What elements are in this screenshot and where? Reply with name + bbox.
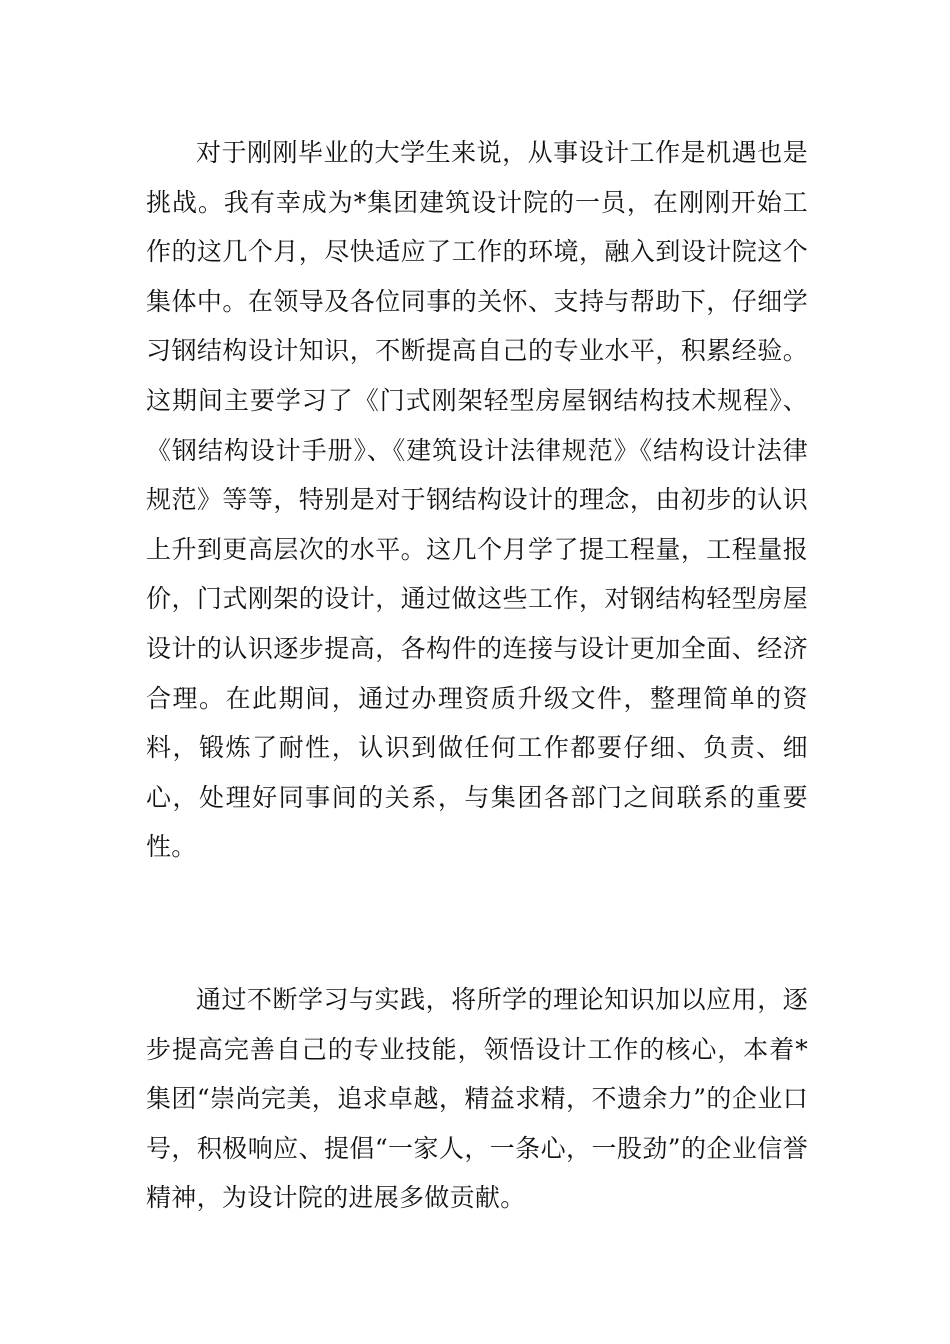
body-paragraph: 对于刚刚毕业的大学生来说，从事设计工作是机遇也是挑战。我有幸成为*集团建筑设计院的一员，在刚刚开始工作的这几个月，尽快适应了工作的环境，融入到设计院这个集体中。在领导及各位同事的关怀、支持与帮助下，仔细学习钢结构设计知识，不断提高自己的专业水平，积累经验。这期间主要学习了《门式刚架轻型房屋钢结构技术规程》、《钢结构设计手册》、《建筑设计法律规范》《结构设计法律规范》等等，特别是对于钢结构设计的理念，由初步的认识上升到更高层次的水平。这几个月学了提工程量，工程量报价，门式刚架的设计，通过做这些工作，对钢结构轻型房屋设计的认识逐步提高，各构件的连接与设计更加全面、经济合理。在此期间，通过办理资质升级文件，整理简单的资料，锻炼了耐性，认识到做任何工作都要仔细、负责、细心，处理好同事间的关系，与集团各部门之间联系的重要性。 [146,138,808,862]
body-paragraph: 通过不断学习与实践，将所学的理论知识加以应用，逐步提高完善自己的专业技能，领悟设计工作的核心，本着*集团“崇尚完美，追求卓越，精益求精，不遗余力”的企业口号，积极响应、提倡“一家人，一条心，一股劲”的企业信誉精神，为设计院的进展多做贡献。 [146,985,808,1213]
